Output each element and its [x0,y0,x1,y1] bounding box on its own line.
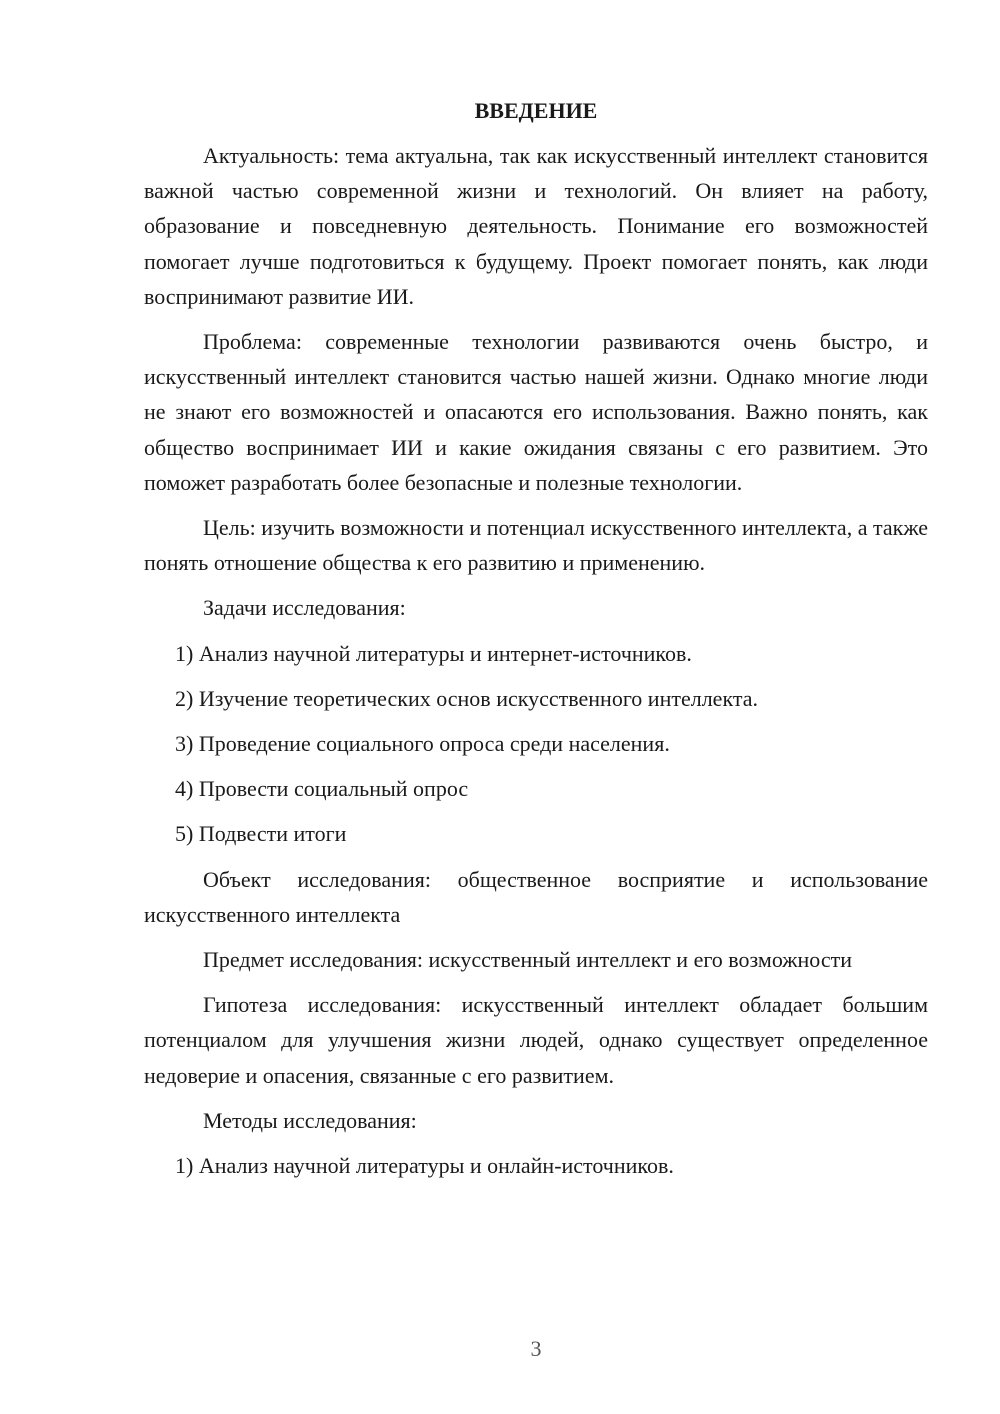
task-item: 1) Анализ научной литературы и интернет-источников. [175,640,692,666]
goal-paragraph: Цель: изучить возможности и потенциал искусственного интеллекта, а также понять отношение общества к его развитию и применению. [144,515,928,576]
page-content [144,96,928,1193]
tasks-title: Задачи исследования: [203,595,406,621]
task-item: 2) Изучение теоретических основ искусственного интеллекта. [175,685,758,711]
object-paragraph: Объект исследования: общественное восприятие и использование искусственного интеллекта [144,866,928,927]
methods-title: Методы исследования: [203,1107,417,1133]
problem-paragraph: Проблема: современные технологии развиваются очень быстро, и искусственный интеллект становится частью нашей жизни. Однако многие люди не знают его возможностей и опасаются его использования. Важно понять, как общество воспринимает ИИ и какие ожидания связаны с его развитием. Это поможет разработать более безопасные и полезные технологии. [144,329,928,495]
task-item: 5) Подвести итоги [175,821,347,847]
method-item: 1) Анализ научной литературы и онлайн-источников. [175,1153,674,1179]
subject-paragraph: Предмет исследования: искусственный интеллект и его возможности [203,947,852,973]
hypothesis-paragraph: Гипотеза исследования: искусственный интеллект обладает большим потенциалом для улучшения жизни людей, однако существует определенное недоверие и опасения, связанные с его развитием. [144,992,928,1088]
relevance-paragraph: Актуальность: тема актуальна, так как искусственный интеллект становится важной частью современной жизни и технологий. Он влияет на работу, образование и повседневную деятельность. Понимание его возможностей помогает лучше подготовиться к будущему. Проект помогает понять, как люди воспринимают развитие ИИ. [144,143,928,309]
task-item: 4) Провести социальный опрос [175,776,469,802]
task-item: 3) Проведение социального опроса среди населения. [175,731,670,757]
section-heading: ВВЕДЕНИЕ [474,98,598,123]
page-number: 3 [530,1336,542,1361]
